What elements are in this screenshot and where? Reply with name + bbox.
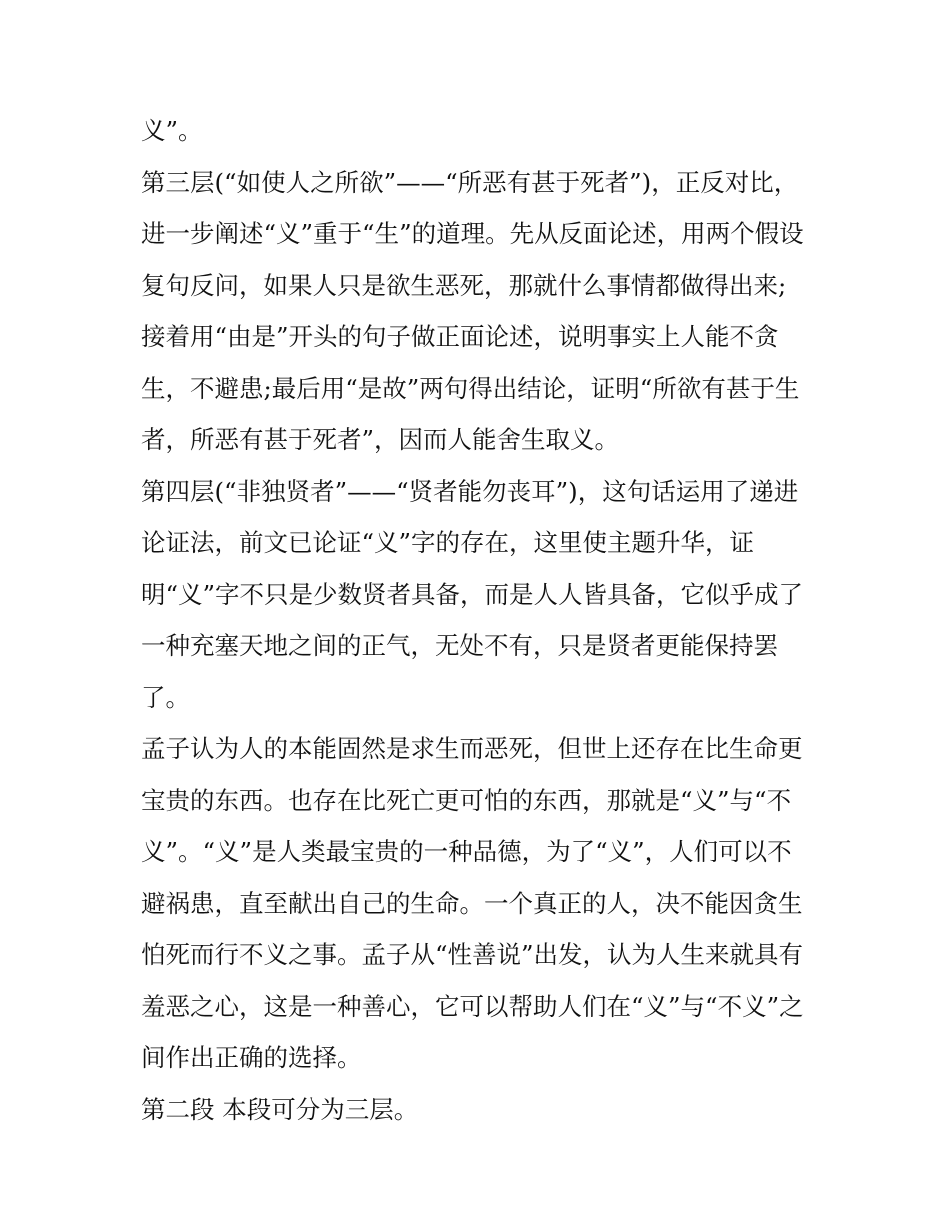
text-line: 孟子认为人的本能固然是求生而恶死，但世上还存在比生命更 xyxy=(141,734,803,763)
text-line: 第二段 本段可分为三层。 xyxy=(141,1094,419,1124)
text-line: 明“义”字不只是少数贤者具备，而是人人皆具备，它似乎成了 xyxy=(141,579,804,609)
text-line: 者，所恶有甚于死者”，因而人能舍生取义。 xyxy=(141,425,620,454)
text-line: 进一步阐述“义”重于“生”的道理。先从反面论述，用两个假设 xyxy=(141,219,804,248)
text-line: 接着用“由是”开头的句子做正面论述，说明事实上人能不贪 xyxy=(141,322,779,351)
text-line: 复句反问，如果人只是欲生恶死，那就什么事情都做得出来; xyxy=(141,270,787,300)
text-line: 羞恶之心，这是一种善心，它可以帮助人们在“义”与“不义”之 xyxy=(141,991,804,1021)
text-line: 论证法，前文已论证“义”字的存在，这里使主题升华，证 xyxy=(141,528,755,557)
document-body xyxy=(141,111,821,1141)
text-line: 第三层(“如使人之所欲”——“所恶有甚于死者”)，正反对比， xyxy=(141,167,799,197)
text-line: 宝贵的东西。也存在比死亡更可怕的东西，那就是“义”与“不 xyxy=(141,785,792,815)
text-line: 生，不避患;最后用“是故”两句得出结论，证明“所欲有甚于生 xyxy=(141,373,800,403)
text-line: 义”。“义”是人类最宝贵的一种品德，为了“义”，人们可以不 xyxy=(141,837,792,866)
text-line: 一种充塞天地之间的正气，无处不有，只是贤者更能保持罢 xyxy=(141,631,778,660)
text-line: 怕死而行不义之事。孟子从“性善说”出发，认为人生来就具有 xyxy=(141,940,804,969)
text-line: 义”。 xyxy=(141,116,203,145)
text-line: 避祸患，直至献出自己的生命。一个真正的人，决不能因贪生 xyxy=(141,888,803,918)
text-line: 第四层(“非独贤者”——“贤者能勿丧耳”)，这句话运用了递进 xyxy=(141,476,799,506)
text-line: 间作出正确的选择。 xyxy=(141,1043,362,1072)
text-line: 了。 xyxy=(141,682,190,712)
